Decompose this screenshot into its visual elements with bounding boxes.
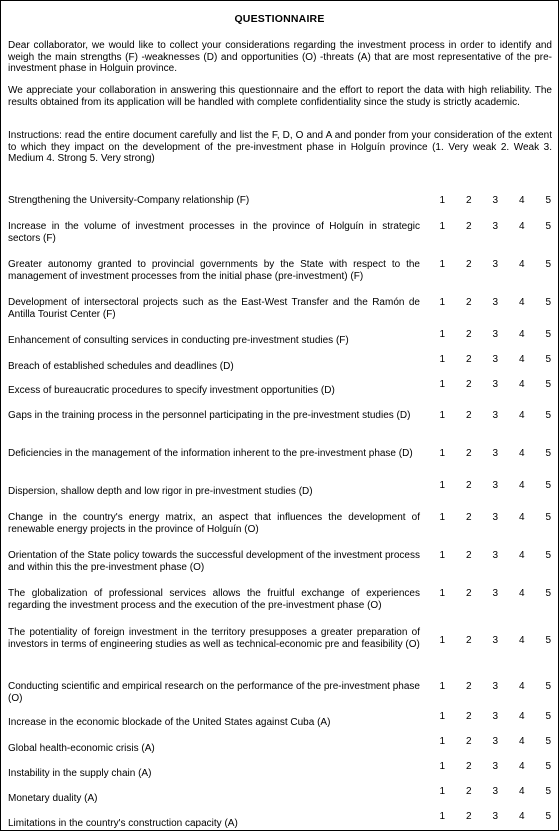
rating-option-2[interactable]: 2	[465, 297, 472, 308]
rating-option-4[interactable]: 4	[518, 480, 525, 491]
rating-scale	[429, 786, 559, 797]
rating-option-2[interactable]: 2	[465, 259, 472, 270]
question-text: Limitations in the country's construction capacity (A)	[8, 818, 238, 829]
rating-option-2[interactable]: 2	[465, 221, 472, 232]
rating-option-4[interactable]: 4	[518, 195, 525, 206]
rating-option-1[interactable]: 1	[439, 711, 446, 722]
rating-option-4[interactable]: 4	[518, 379, 525, 390]
rating-option-4[interactable]: 4	[518, 297, 525, 308]
rating-option-5[interactable]: 5	[545, 635, 552, 646]
question-text: Deficiencies in the management of the information inherent to the pre-investment phase (D)	[8, 448, 413, 459]
rating-option-1[interactable]: 1	[439, 329, 446, 340]
rating-option-1[interactable]: 1	[439, 354, 446, 365]
rating-option-1[interactable]: 1	[439, 480, 446, 491]
question-text: Gaps in the training process in the personnel participating in the pre-investment studies (D)	[8, 410, 411, 421]
rating-option-2[interactable]: 2	[465, 195, 472, 206]
rating-option-2[interactable]: 2	[465, 635, 472, 646]
question-text: Enhancement of consulting services in conducting pre-investment studies (F)	[8, 335, 349, 346]
rating-option-5[interactable]: 5	[545, 195, 552, 206]
rating-option-3[interactable]: 3	[492, 329, 499, 340]
rating-option-2[interactable]: 2	[465, 329, 472, 340]
rating-option-5[interactable]: 5	[545, 681, 552, 692]
rating-option-2[interactable]: 2	[465, 736, 472, 747]
question-text: Development of intersectoral projects such as the East-West Transfer and the Ramón de Antilla Tourist Center (F)	[8, 297, 420, 320]
rating-option-5[interactable]: 5	[545, 588, 552, 599]
rating-option-1[interactable]: 1	[439, 786, 446, 797]
rating-option-5[interactable]: 5	[545, 711, 552, 722]
rating-option-2[interactable]: 2	[465, 786, 472, 797]
rating-scale	[429, 354, 559, 365]
rating-option-1[interactable]: 1	[439, 259, 446, 270]
rating-option-5[interactable]: 5	[545, 811, 552, 822]
rating-option-4[interactable]: 4	[518, 635, 525, 646]
rating-scale	[429, 635, 559, 646]
intro-paragraph-3: Instructions: read the entire document carefully and list the F, D, O and A and ponder from your consideration of the extent to which they impact on the development of the pre-investment phase in Holguín province (1. Very weak 2. Weak 3. Medium 4. Strong 5. Very strong)	[8, 130, 552, 164]
rating-option-3[interactable]: 3	[492, 811, 499, 822]
rating-option-1[interactable]: 1	[439, 221, 446, 232]
question-text: Global health-economic crisis (A)	[8, 743, 155, 754]
question-text: Increase in the volume of investment processes in the province of Holguín in strategic sectors (F)	[8, 221, 420, 244]
rating-option-3[interactable]: 3	[492, 297, 499, 308]
question-text: Conducting scientific and empirical research on the performance of the pre-investment phase (O)	[8, 681, 420, 704]
rating-option-2[interactable]: 2	[465, 588, 472, 599]
rating-option-3[interactable]: 3	[492, 588, 499, 599]
rating-scale	[429, 711, 559, 722]
rating-option-2[interactable]: 2	[465, 354, 472, 365]
question-text: Instability in the supply chain (A)	[8, 768, 152, 779]
rating-option-3[interactable]: 3	[492, 711, 499, 722]
intro-paragraph-1: Dear collaborator, we would like to collect your considerations regarding the investment process in order to identify and weigh the main strengths (F) -weaknesses (D) and opportunities (O) -threats (A) that are most representative of the pre-investment phase in Holguin province.	[8, 40, 552, 74]
rating-option-2[interactable]: 2	[465, 711, 472, 722]
rating-option-1[interactable]: 1	[439, 195, 446, 206]
rating-option-5[interactable]: 5	[545, 329, 552, 340]
page-title: QUESTIONNAIRE	[234, 13, 325, 25]
intro-paragraph-2: We appreciate your collaboration in answering this questionnaire and the effort to report the data with high reliability. The results obtained from its application will be handled with complete confidentiality since the study is strictly academic.	[8, 85, 552, 108]
rating-option-3[interactable]: 3	[492, 221, 499, 232]
rating-option-3[interactable]: 3	[492, 480, 499, 491]
question-text: Orientation of the State policy towards the successful development of the investment process and within this the pre-investment phase (O)	[8, 550, 420, 573]
rating-option-4[interactable]: 4	[518, 354, 525, 365]
rating-option-5[interactable]: 5	[545, 480, 552, 491]
question-text: Change in the country's energy matrix, an aspect that influences the development of renewable energy projects in the province of Holguín (O)	[8, 512, 420, 535]
rating-option-4[interactable]: 4	[518, 761, 525, 772]
question-text: Breach of established schedules and deadlines (D)	[8, 361, 234, 372]
rating-option-2[interactable]: 2	[465, 681, 472, 692]
rating-option-4[interactable]: 4	[518, 786, 525, 797]
rating-option-1[interactable]: 1	[439, 410, 446, 421]
rating-scale	[429, 329, 559, 340]
rating-option-2[interactable]: 2	[465, 410, 472, 421]
rating-option-3[interactable]: 3	[492, 786, 499, 797]
rating-scale	[429, 588, 559, 599]
rating-scale	[429, 681, 559, 692]
rating-option-1[interactable]: 1	[439, 297, 446, 308]
rating-option-3[interactable]: 3	[492, 761, 499, 772]
rating-option-5[interactable]: 5	[545, 354, 552, 365]
question-text: The potentiality of foreign investment in the territory presupposes a greater preparation of investors in terms of engineering studies as well as technical-economic pre and feasibility (O)	[8, 627, 420, 650]
question-text: Greater autonomy granted to provincial governments by the State with respect to the management of investment processes from the initial phase (pre-investment) (F)	[8, 259, 420, 282]
rating-option-4[interactable]: 4	[518, 588, 525, 599]
rating-scale	[429, 761, 559, 772]
rating-option-3[interactable]: 3	[492, 410, 499, 421]
rating-option-3[interactable]: 3	[492, 195, 499, 206]
rating-option-3[interactable]: 3	[492, 635, 499, 646]
rating-option-1[interactable]: 1	[439, 736, 446, 747]
question-text: The globalization of professional services allows the fruitful exchange of experiences regarding the investment process and the execution of the pre-investment phase (O)	[8, 588, 420, 611]
question-text: Excess of bureaucratic procedures to specify investment opportunities (D)	[8, 385, 335, 396]
rating-option-5[interactable]: 5	[545, 448, 552, 459]
rating-option-4[interactable]: 4	[518, 550, 525, 561]
rating-scale	[429, 480, 559, 491]
rating-option-4[interactable]: 4	[518, 711, 525, 722]
rating-option-3[interactable]: 3	[492, 512, 499, 523]
rating-option-4[interactable]: 4	[518, 811, 525, 822]
rating-option-1[interactable]: 1	[439, 811, 446, 822]
rating-option-4[interactable]: 4	[518, 512, 525, 523]
rating-scale	[429, 811, 559, 822]
question-text: Strengthening the University-Company relationship (F)	[8, 195, 250, 206]
question-text: Monetary duality (A)	[8, 793, 98, 804]
rating-scale	[429, 550, 559, 561]
rating-option-5[interactable]: 5	[545, 221, 552, 232]
rating-scale	[429, 259, 559, 270]
rating-option-2[interactable]: 2	[465, 512, 472, 523]
rating-option-5[interactable]: 5	[545, 761, 552, 772]
rating-option-4[interactable]: 4	[518, 221, 525, 232]
rating-option-3[interactable]: 3	[492, 379, 499, 390]
rating-option-4[interactable]: 4	[518, 736, 525, 747]
rating-option-4[interactable]: 4	[518, 448, 525, 459]
rating-option-5[interactable]: 5	[545, 512, 552, 523]
rating-option-5[interactable]: 5	[545, 259, 552, 270]
rating-scale	[429, 379, 559, 390]
rating-option-3[interactable]: 3	[492, 354, 499, 365]
rating-option-5[interactable]: 5	[545, 410, 552, 421]
rating-option-5[interactable]: 5	[545, 379, 552, 390]
rating-option-3[interactable]: 3	[492, 550, 499, 561]
rating-option-1[interactable]: 1	[439, 512, 446, 523]
rating-scale	[429, 512, 559, 523]
question-text: Increase in the economic blockade of the United States against Cuba (A)	[8, 717, 331, 728]
rating-option-2[interactable]: 2	[465, 811, 472, 822]
rating-option-4[interactable]: 4	[518, 259, 525, 270]
rating-option-1[interactable]: 1	[439, 379, 446, 390]
rating-option-2[interactable]: 2	[465, 379, 472, 390]
rating-option-3[interactable]: 3	[492, 448, 499, 459]
rating-option-2[interactable]: 2	[465, 761, 472, 772]
rating-option-3[interactable]: 3	[492, 681, 499, 692]
rating-option-1[interactable]: 1	[439, 761, 446, 772]
rating-scale	[429, 736, 559, 747]
rating-scale	[429, 297, 559, 308]
rating-option-5[interactable]: 5	[545, 786, 552, 797]
rating-option-4[interactable]: 4	[518, 681, 525, 692]
rating-option-1[interactable]: 1	[439, 550, 446, 561]
rating-option-1[interactable]: 1	[439, 635, 446, 646]
rating-option-1[interactable]: 1	[439, 588, 446, 599]
rating-option-2[interactable]: 2	[465, 550, 472, 561]
rating-option-4[interactable]: 4	[518, 410, 525, 421]
rating-scale	[429, 410, 559, 421]
rating-option-2[interactable]: 2	[465, 480, 472, 491]
rating-option-3[interactable]: 3	[492, 736, 499, 747]
question-text: Dispersion, shallow depth and low rigor in pre-investment studies (D)	[8, 486, 313, 497]
rating-option-4[interactable]: 4	[518, 329, 525, 340]
rating-option-5[interactable]: 5	[545, 736, 552, 747]
rating-option-5[interactable]: 5	[545, 550, 552, 561]
rating-option-1[interactable]: 1	[439, 681, 446, 692]
rating-option-3[interactable]: 3	[492, 259, 499, 270]
rating-scale	[429, 195, 559, 206]
rating-option-1[interactable]: 1	[439, 448, 446, 459]
rating-scale	[429, 448, 559, 459]
rating-scale	[429, 221, 559, 232]
rating-option-2[interactable]: 2	[465, 448, 472, 459]
rating-option-5[interactable]: 5	[545, 297, 552, 308]
